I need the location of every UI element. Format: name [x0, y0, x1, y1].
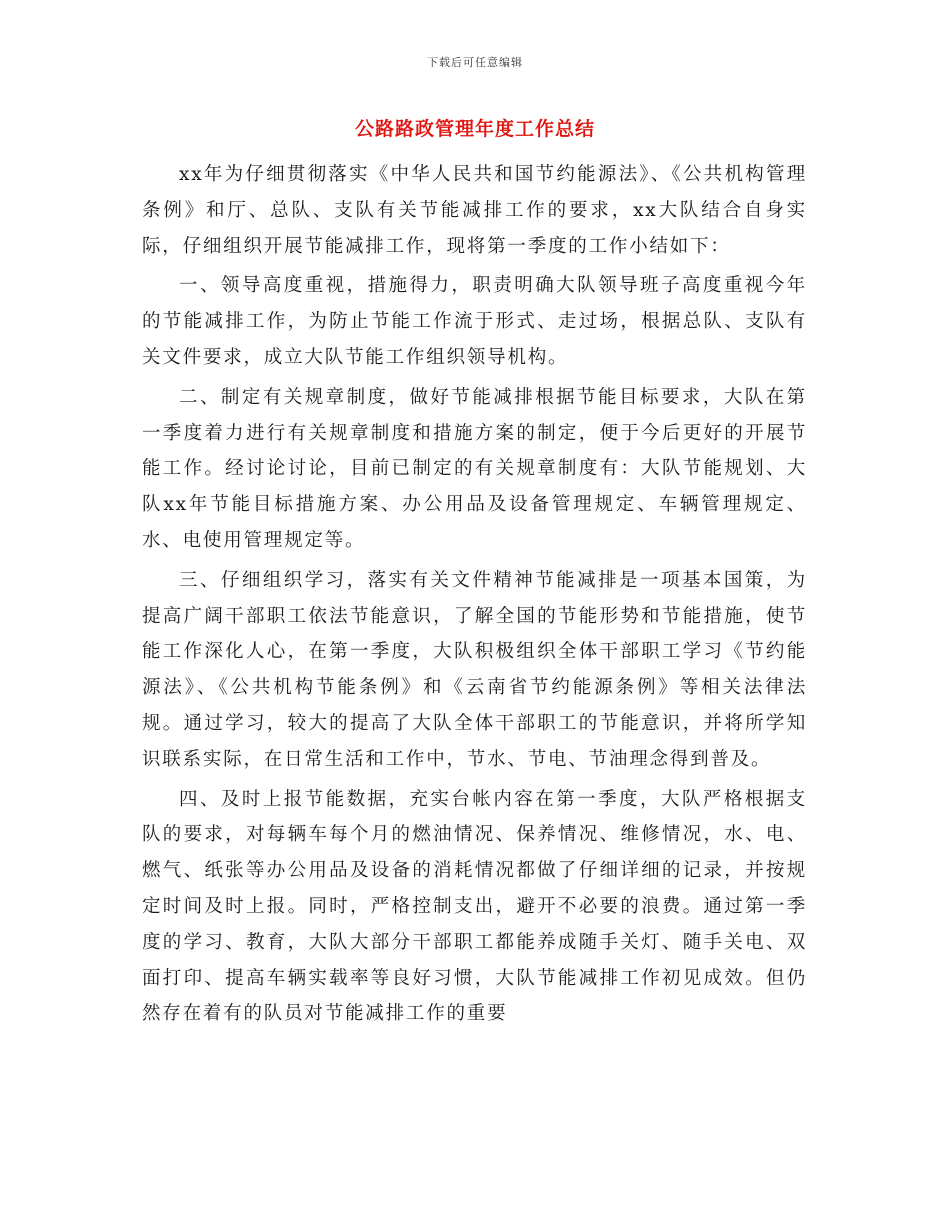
header-note: 下载后可任意编辑	[427, 56, 523, 69]
paragraph-section-3: 三、仔细组织学习，落实有关文件精神节能减排是一项基本国策，为提高广阔干部职工依法节能意识，了解全国的节能形势和节能措施，使节能工作深化人心，在第一季度，大队积极组织全体干部职工学习《节约能源法》、《公共机构节能条例》和《云南省节约能源条例》等相关法律法规。通过学习，较大的提高了大队全体干部职工的节能意识，并将所学知识联系实际，在日常生活和工作中，节水、节电、节油理念得到普及。	[142, 569, 807, 770]
document-title: 公路路政管理年度工作总结	[354, 118, 595, 140]
paragraph-section-4: 四、及时上报节能数据，充实台帐内容在第一季度，大队严格根据支队的要求，对每辆车每个月的燃油情况、保养情况、维修情况，水、电、燃气、纸张等办公用品及设备的消耗情况都做了仔细详细的记录，并按规定时间及时上报。同时，严格控制支出，避开不必要的浪费。通过第一季度的学习、教育，大队大部分干部职工都能养成随手关灯、随手关电、双面打印、提高车辆实载率等良好习惯，大队节能减排工作初见成效。但仍然存在着有的队员对节能减排工作的重要	[142, 788, 807, 1025]
document-body	[142, 157, 807, 1036]
paragraph-intro: xx年为仔细贯彻落实《中华人民共和国节约能源法》、《公共机构管理条例》和厅、总队、支队有关节能减排工作的要求，xx大队结合自身实际，仔细组织开展节能减排工作，现将第一季度的工作小结如下：	[142, 164, 807, 257]
paragraph-section-2: 二、制定有关规章制度，做好节能减排根据节能目标要求，大队在第一季度着力进行有关规章制度和措施方案的制定，便于今后更好的开展节能工作。经讨论讨论，目前已制定的有关规章制度有：大队节能规划、大队xx年节能目标措施方案、办公用品及设备管理规定、车辆管理规定、水、电使用管理规定等。	[142, 386, 807, 551]
paragraph-section-1: 一、领导高度重视，措施得力，职责明确大队领导班子高度重视今年的节能减排工作，为防止节能工作流于形式、走过场，根据总队、支队有关文件要求，成立大队节能工作组织领导机构。	[142, 275, 807, 368]
